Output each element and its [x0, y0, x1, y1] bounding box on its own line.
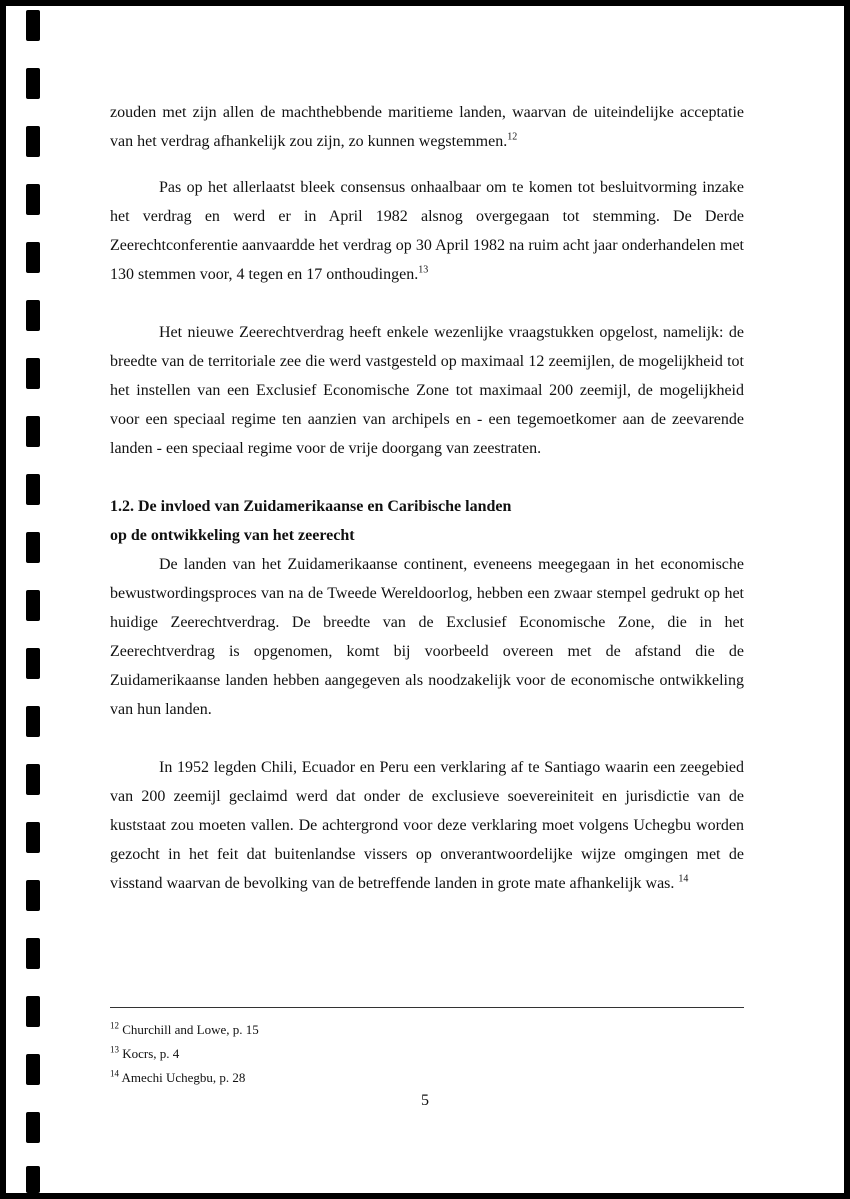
binder-mark	[26, 300, 40, 331]
binder-mark	[26, 764, 40, 795]
binder-mark	[26, 184, 40, 215]
binder-mark	[26, 10, 40, 41]
binder-mark	[26, 358, 40, 389]
section-heading: op de ontwikkeling van het zeerecht	[110, 527, 355, 544]
page-number: 5	[421, 1092, 429, 1109]
binder-mark	[26, 590, 40, 621]
binder-mark	[26, 532, 40, 563]
binder-mark	[26, 996, 40, 1027]
binder-mark	[26, 1112, 40, 1143]
binder-mark	[26, 648, 40, 679]
footnote-divider	[110, 1007, 744, 1008]
binder-mark	[26, 1054, 40, 1085]
binder-mark	[26, 822, 40, 853]
footnote: $^{12}$ Churchill and Lowe, p. 15	[110, 1020, 259, 1037]
footnote: $^{14}$ Amechi Uchegbu, p. 28	[110, 1068, 246, 1085]
body-text	[110, 98, 744, 898]
paragraph: Pas op het allerlaatst bleek consensus onhaalbaar om te komen tot besluitvorming inzake het verdrag en werd er in April 1982 alsnog overgegaan tot stemming. De Derde Zeerechtconferentie aanvaardde het verdrag op 30 April 1982 na ruim acht jaar onderhandelen met 130 stemmen voor, 4 tegen en 17 onthoudingen.$^{13}$	[110, 179, 744, 283]
binder-mark	[26, 706, 40, 737]
footnote: $^{13}$ Kocrs, p. 4	[110, 1044, 180, 1061]
footnote-ref[interactable]: 13	[418, 264, 429, 276]
binder-mark	[26, 68, 40, 99]
paragraph: Het nieuwe Zeerechtverdrag heeft enkele wezenlijke vraagstukken opgelost, namelijk: de breedte van de territoriale zee die werd vastgesteld op maximaal 12 zeemijlen, de mogelijkheid tot het instellen van een Exclusief Economische Zone tot maximaal 200 zeemijl, de mogelijkheid voor een speciaal regime ten aanzien van archipels en - een tegemoetkomer aan de zeevarende landen - een speciaal regime voor de vrije doorgang van zeestraten.	[110, 324, 744, 457]
paragraph: In 1952 legden Chili, Ecuador en Peru een verklaring af te Santiago waarin een zeegebied van 200 zeemijl geclaimd werd dat onder de exclusieve soevereiniteit en jurisdictie van de kuststaat zou moeten vallen. De achtergrond voor deze verklaring moet volgens Uchegbu worden gezocht in het feit dat buitenlandse vissers op onverantwoordelijke wijze omgingen met de visstand waarvan de bevolking van de betreffende landen in grote mate afhankelijk was. $^{14}$	[110, 759, 744, 892]
section-heading: 1.2. De invloed van Zuidamerikaanse en Caribische landen	[110, 498, 512, 515]
binder-mark	[26, 416, 40, 447]
footnote-ref[interactable]: 14	[678, 873, 689, 885]
binder-mark	[26, 938, 40, 969]
binder-mark	[26, 242, 40, 273]
binder-mark	[26, 126, 40, 157]
binder-mark	[26, 1166, 40, 1193]
footnote-ref[interactable]: 12	[507, 131, 518, 143]
paragraph: De landen van het Zuidamerikaanse continent, eveneens meegegaan in het economische bewustwordingsproces van na de Tweede Wereldoorlog, hebben een zwaar stempel gedrukt op het huidige Zeerechtverdrag. De breedte van de Exclusief Economische Zone, die in het Zeerechtverdrag is opgenomen, komt bij voorbeeld overeen met de afstand die de Zuidamerikaanse landen hebben aangegeven als noodzakelijk voor de economische ontwikkeling van hun landen.	[110, 556, 744, 718]
paragraph: zouden met zijn allen de machthebbende maritieme landen, waarvan de uiteindelijke acceptatie van het verdrag afhankelijk zou zijn, zo kunnen wegstemmen.$^{12}$	[110, 104, 744, 150]
binder-mark	[26, 474, 40, 505]
binder-mark	[26, 880, 40, 911]
footnotes	[110, 1018, 744, 1090]
